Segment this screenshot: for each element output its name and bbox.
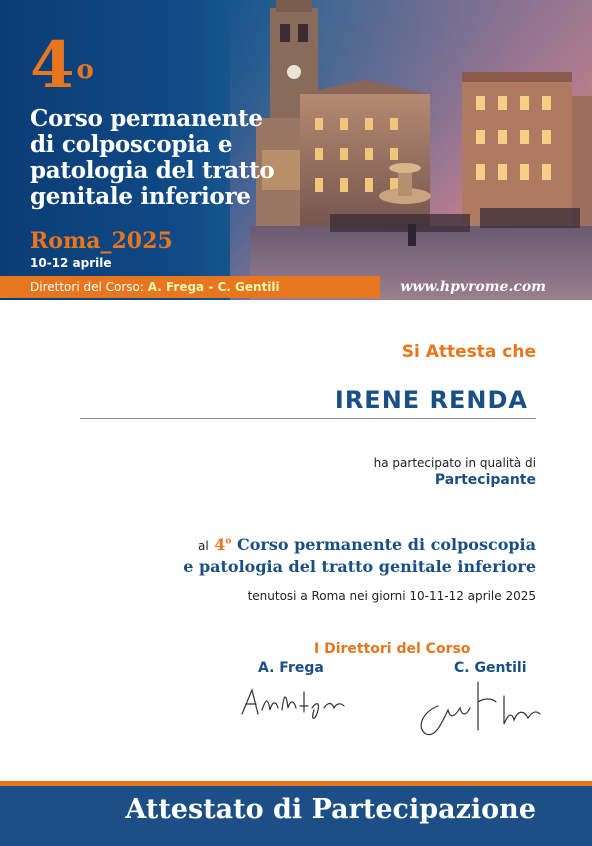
course-prefix: al <box>197 539 209 553</box>
director-name-gentili: C. Gentili <box>454 660 527 676</box>
course-name-line1 <box>198 535 536 554</box>
recipient-name: IRENE RENDA <box>334 386 528 414</box>
course-dates: 10-12 aprile <box>30 256 112 270</box>
certificate-title: Attestato di Partecipazione <box>125 794 536 825</box>
city-year: Roma_2025 <box>30 228 173 254</box>
participated-text: ha partecipato in qualità di <box>373 456 536 470</box>
header-banner <box>0 0 592 300</box>
course-ordinal: 4$^o$ <box>214 535 232 554</box>
course-title-line: Corso permanente <box>30 105 263 132</box>
course-title-line: genitale inferiore <box>30 183 251 210</box>
attesta-heading: Si Attesta che <box>401 342 536 362</box>
course-title-line: patologia del tratto <box>30 157 275 184</box>
course-title-line: di colposcopia e <box>30 131 233 158</box>
edition-ordinal: 4$^o$ <box>30 28 94 103</box>
participant-role: Partecipante <box>434 472 536 488</box>
website-link[interactable]: www.hpvrome.com <box>400 279 546 295</box>
held-text: tenutosi a Roma nei giorni 10-11-12 aprile 2025 <box>247 589 536 603</box>
directors-names: A. Frega - C. Gentili <box>147 280 280 294</box>
director-name-frega: A. Frega <box>258 660 324 676</box>
course-name-text: Corso permanente di colposcopia <box>236 535 536 554</box>
signature-gentili <box>408 672 548 742</box>
directors-prefix: Direttori del Corso: <box>30 280 144 294</box>
course-title <box>30 106 330 210</box>
directors-heading: I Direttori del Corso <box>314 641 471 657</box>
signature-frega <box>238 680 358 724</box>
directors-line <box>30 280 280 294</box>
name-underline <box>80 418 536 419</box>
course-name-line2: e patologia del tratto genitale inferiore <box>183 557 536 576</box>
